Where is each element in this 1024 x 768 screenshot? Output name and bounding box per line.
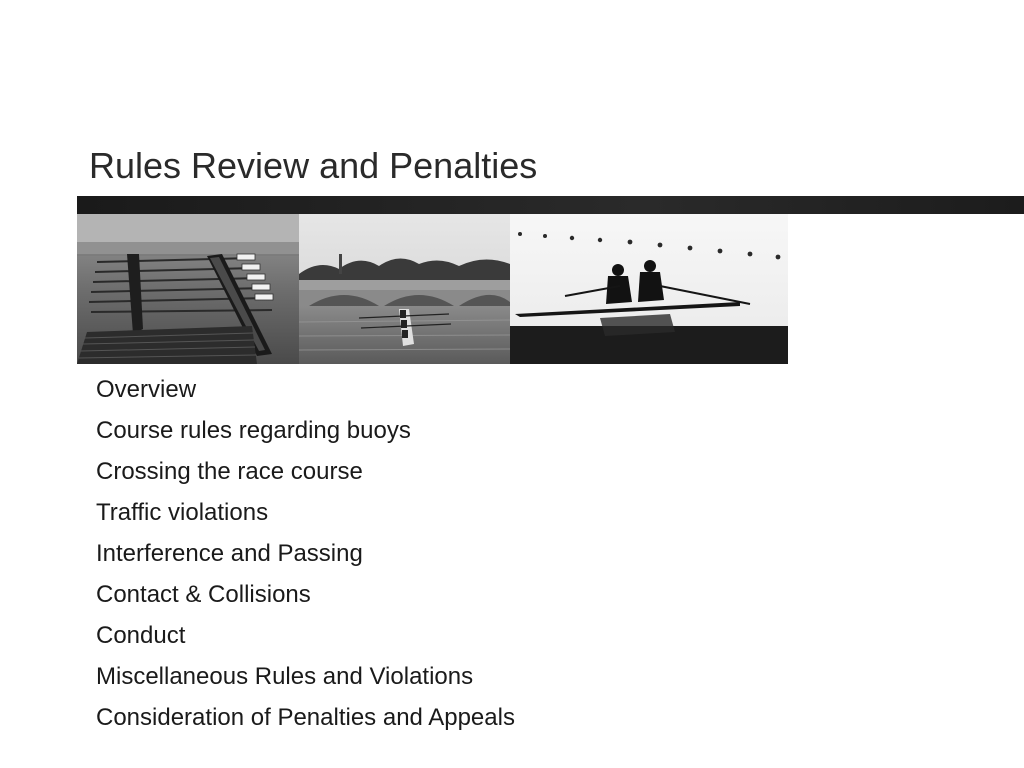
agenda-list bbox=[96, 369, 515, 738]
title-divider-bar bbox=[77, 196, 1024, 214]
rowing-shells-racked-photo bbox=[77, 214, 299, 364]
agenda-item-contact-collisions: Contact & Collisions bbox=[96, 581, 311, 608]
photo-banner bbox=[77, 214, 788, 364]
agenda-item-conduct: Conduct bbox=[96, 622, 186, 649]
double-scull-silhouette-photo bbox=[510, 214, 788, 364]
agenda-item-course-rules-buoys: Course rules regarding buoys bbox=[96, 417, 411, 444]
agenda-item-overview: Overview bbox=[96, 376, 197, 403]
agenda-item-misc-rules: Miscellaneous Rules and Violations bbox=[96, 663, 474, 690]
agenda-item-crossing-race-course: Crossing the race course bbox=[96, 458, 363, 485]
bridge-regatta-photo bbox=[299, 214, 510, 364]
agenda-item-penalties-appeals: Consideration of Penalties and Appeals bbox=[96, 704, 515, 731]
agenda-item-interference-passing: Interference and Passing bbox=[96, 540, 363, 567]
slide-title: Rules Review and Penalties bbox=[89, 145, 538, 186]
agenda-item-traffic-violations: Traffic violations bbox=[96, 499, 269, 526]
